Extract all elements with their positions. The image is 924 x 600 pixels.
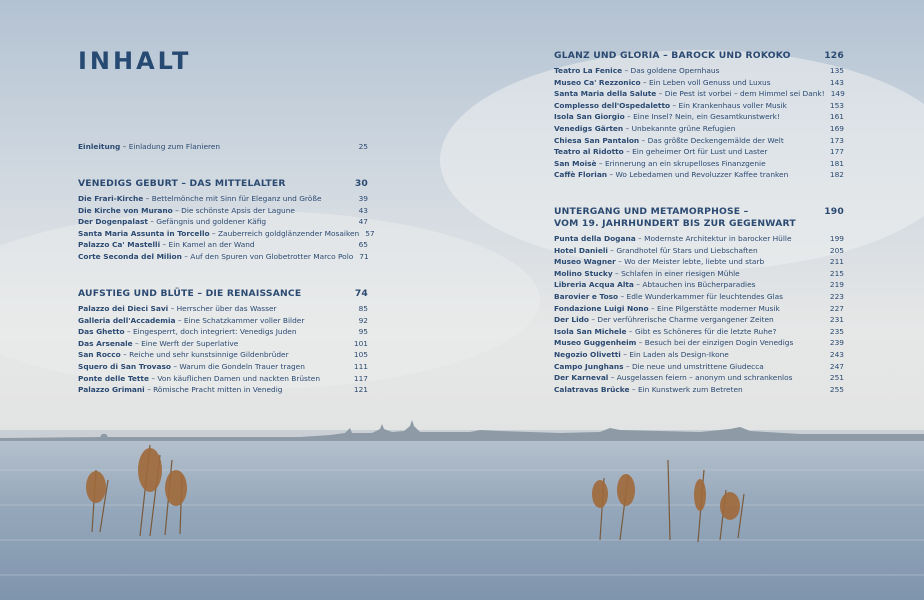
entry-page: 85 [358,304,368,313]
entry-desc: Eine Werft der Superlative [141,338,239,348]
toc-entry: Palazzo Grimani – Römische Pracht mitten in Venedig 121 [78,385,368,395]
entry-title: Museo Wagner [554,257,616,267]
entry-desc: Der verführerische Charme vergangener Zeiten [597,315,774,325]
entry-desc: Gefängnis und goldener Käfig [156,217,267,227]
entry-desc: Eingesperrt, doch integriert: Venedigs Juden [132,327,297,337]
entry-page: 219 [829,280,844,290]
toc-entry: Die Kirche von Murano – Die schönste Apsis der Lagune 43 [78,205,368,215]
entry-page: 135 [829,66,844,75]
entry-title: Der Dogenpalast [78,217,148,227]
entry-title: Die Frari-Kirche [78,194,144,203]
section-heading-line: VOM 19. JAHRHUNDERT BIS ZUR GEGENWART [554,218,796,229]
entry-page: 47 [358,217,368,227]
entry-title: Campo Junghans [554,361,624,371]
entry-title: Molino Stucky [554,268,613,278]
section-heading [554,50,844,62]
entry-desc: Ein Krankenhaus voller Musik [678,100,787,110]
entry-page: 177 [829,147,844,157]
entry-title: Palazzo Ca' Mastelli [78,240,161,250]
toc-entry: Galleria dell'Accademia – Eine Schatzkammer voller Bilder 92 [78,315,368,325]
entry-desc: Ein Kamel an der Wand [168,240,255,250]
toc-entry: Campo Junghans – Die neue und umstrittene Giudecca 247 [554,361,844,371]
section-heading-text [554,50,791,62]
entry-page: 182 [829,170,844,180]
toc-entry: Museo Ca' Rezzonico – Ein Leben voll Genuss und Luxus 143 [554,77,844,87]
entry-page: 111 [353,361,368,371]
toc-entry: Museo Wagner – Wo der Meister lebte, liebte und starb 211 [554,257,844,267]
entry-page: 227 [829,303,844,313]
entry-title: Teatro al Ridotto [554,147,624,157]
entry-title: Museo Ca' Rezzonico [554,77,641,87]
toc-entry: Chiesa San Pantalon – Das größte Deckengemälde der Welt 173 [554,135,844,145]
section-heading-line: UNTERGANG UND METAMORPHOSE – [554,206,749,217]
entry-desc: Eine Pilgerstätte moderner Musik [657,303,780,313]
toc-entry: San Rocco – Reiche und sehr kunstsinnige Gildenbrüder 105 [78,350,368,360]
entry-title: Palazzo Grimani [78,385,145,395]
toc-entry: Calatravas Brücke – Ein Kunstwerk zum Betreten 255 [554,384,844,394]
entry-desc: Das goldene Opernhaus [630,66,720,75]
entry-desc: Auf den Spuren von Globetrotter Marco Polo [190,251,354,261]
entry-title: Galleria dell'Accademia [78,315,176,325]
toc-entry: Punta della Dogana – Modernste Architektur in barocker Hülle 199 [554,234,844,243]
toc-entry: Barovier e Toso – Edle Wunderkammer für leuchtendes Glas 223 [554,291,844,301]
entry-desc: Abtauchen ins Bücherparadies [642,280,756,290]
section-heading [78,178,368,190]
entry-desc: Einladung zum Flanieren [128,142,221,151]
entry-desc: Eine Schatzkammer voller Bilder [183,315,305,325]
entry-page: 169 [829,123,844,133]
entry-page: 117 [353,373,368,383]
entry-title: Isola San Michele [554,326,627,336]
entry-title: Einleitung [78,142,121,151]
toc-entry: Der Dogenpalast – Gefängnis und goldener Käfig 47 [78,217,368,227]
entry-page: 205 [829,245,844,255]
entry-page: 43 [358,205,368,215]
entry-page: 105 [353,350,368,360]
entry-page: 211 [829,257,844,267]
entry-desc: Ausgelassen feiern – anonym und schrankenlos [616,373,793,383]
toc-entry: Squero di San Trovaso – Warum die Gondeln Trauer tragen 111 [78,361,368,371]
entry-title: San Moisè [554,158,597,168]
entry-title: San Rocco [78,350,121,360]
entry-title: Das Arsenale [78,338,133,348]
entry-desc: Erinnerung an ein skrupelloses Finanzgenie [604,158,766,168]
toc-entry: Caffè Florian – Wo Lebedamen und Revoluzzer Kaffee tranken 182 [554,170,844,180]
entry-page: 255 [829,384,844,394]
entry-title: Ponte delle Tette [78,373,149,383]
toc-entry: Teatro al Ridotto – Ein geheimer Ort für Lust und Laster 177 [554,147,844,157]
entry-desc: Schlafen in einer riesigen Mühle [621,268,740,278]
entry-title: Punta della Dogana [554,234,636,243]
toc-entry: Complesso dell'Ospedaletto – Ein Krankenhaus voller Musik 153 [554,100,844,110]
section-heading-line: VENEDIGS GEBURT – DAS MITTELALTER [78,178,286,189]
entry-page: 149 [830,89,845,99]
toc-entry: Ponte delle Tette – Von käuflichen Damen und nackten Brüsten 117 [78,373,368,383]
entry-title: Die Kirche von Murano [78,205,173,215]
entry-desc: Reiche und sehr kunstsinnige Gildenbrüder [129,350,289,360]
toc-section [554,50,844,181]
toc-entry: Museo Guggenheim – Besuch bei der einzigen Dogin Venedigs 239 [554,338,844,348]
entry-desc: Ein Kunstwerk zum Betreten [637,384,743,394]
entry-desc: Wo Lebedamen und Revoluzzer Kaffee tranken [615,170,789,180]
entry-title: Caffè Florian [554,170,608,180]
section-page: 30 [354,178,368,189]
entry-page: 121 [353,385,368,395]
entry-page: 25 [358,142,368,151]
section-entries [554,233,844,395]
entry-page: 101 [353,338,368,348]
entry-title: Calatravas Brücke [554,384,630,394]
entry-title: Teatro La Fenice [554,66,623,75]
entry-desc: Ein Laden als Design-Ikone [629,349,729,359]
entry-desc: Römische Pracht mitten in Venedig [153,385,283,395]
toc-section [78,178,375,263]
toc-entry: Negozio Olivetti – Ein Laden als Design-Ikone 243 [554,349,844,359]
toc-entry: Molino Stucky – Schlafen in einer riesigen Mühle 215 [554,268,844,278]
entry-page: 57 [365,228,375,238]
entry-desc: Von käuflichen Damen und nackten Brüsten [157,373,321,383]
toc-entry: Hotel Danieli – Grandhotel für Stars und Liebschaften 205 [554,245,844,255]
entry-page: 161 [829,112,844,122]
entry-page: 95 [358,327,368,337]
toc-entry: Der Karneval – Ausgelassen feiern – anonym und schrankenlos 251 [554,373,844,383]
entry-desc: Die schönste Apsis der Lagune [181,205,295,215]
entry-title: Hotel Danieli [554,245,608,255]
toc-entry: Isola San Michele – Gibt es Schöneres für die letzte Ruhe? 235 [554,326,844,336]
entry-title: Fondazione Luigi Nono [554,303,649,313]
entry-desc: Unbekannte grüne Refugien [631,123,736,133]
toc-entry: Fondazione Luigi Nono – Eine Pilgerstätte moderner Musik 227 [554,303,844,313]
entry-title: Santa Maria Assunta in Torcello [78,228,210,238]
entry-desc: Gibt es Schöneres für die letzte Ruhe? [634,326,777,336]
entry-page: 239 [829,338,844,348]
toc-entry: Die Frari-Kirche – Bettelmönche mit Sinn für Eleganz und Größe 39 [78,194,368,203]
page-title: INHALT [78,47,192,75]
entry-desc: Herrscher über das Wasser [176,304,277,313]
entry-title: Das Ghetto [78,327,125,337]
entry-desc: Die neue und umstrittene Giudecca [631,361,764,371]
entry-desc: Besuch bei der einzigen Dogin Venedigs [644,338,794,348]
entry-page: 231 [829,315,844,325]
section-entries [78,303,368,396]
toc-entry: Das Ghetto – Eingesperrt, doch integriert: Venedigs Juden 95 [78,327,368,337]
toc-entry: San Moisè – Erinnerung an ein skrupelloses Finanzgenie 181 [554,158,844,168]
entry-desc: Modernste Architektur in barocker Hülle [644,234,792,243]
section-entries [554,65,844,181]
entry-desc: Grandhotel für Stars und Liebschaften [616,245,758,255]
section-heading-line: GLANZ UND GLORIA – BAROCK UND ROKOKO [554,50,791,61]
section-heading [554,206,844,230]
entry-page: 71 [359,251,369,261]
entry-desc: Ein geheimer Ort für Lust und Laster [632,147,768,157]
section-page: 190 [824,206,844,217]
entry-page: 181 [829,158,844,168]
section-heading [78,288,368,300]
entry-title: Complesso dell'Ospedaletto [554,100,671,110]
toc-entry: Palazzo Ca' Mastelli – Ein Kamel an der Wand 65 [78,240,368,250]
entry-desc: Zauberreich goldglänzender Mosaiken [217,228,360,238]
toc-intro-entry: Einleitung – Einladung zum Flanieren 25 [78,142,368,151]
entry-title: Der Karneval [554,373,609,383]
toc-entry: Teatro La Fenice – Das goldene Opernhaus 135 [554,66,844,75]
toc-entry: Libreria Acqua Alta – Abtauchen ins Bücherparadies 219 [554,280,844,290]
section-page: 126 [824,50,844,61]
toc-entry: Santa Maria della Salute – Die Pest ist vorbei – dem Himmel sei Dank! 149 [554,89,845,99]
section-page: 74 [354,288,368,299]
toc-entry: Palazzo dei Dieci Savi – Herrscher über das Wasser 85 [78,304,368,313]
entry-page: 92 [358,315,368,325]
entry-desc: Eine Insel? Nein, ein Gesamtkunstwerk! [633,112,780,122]
entry-page: 215 [829,268,844,278]
toc-entry: Santa Maria Assunta in Torcello – Zauberreich goldglänzender Mosaiken 57 [78,228,375,238]
entry-desc: Bettelmönche mit Sinn für Eleganz und Größe [151,194,322,203]
entry-title: Libreria Acqua Alta [554,280,634,290]
entry-title: Santa Maria della Salute [554,89,657,99]
toc-entry: Venedigs Gärten – Unbekannte grüne Refugien 169 [554,123,844,133]
entry-title: Negozio Olivetti [554,349,621,359]
entry-page: 173 [829,135,844,145]
entry-desc: Warum die Gondeln Trauer tragen [179,361,305,371]
entry-desc: Edle Wunderkammer für leuchtendes Glas [626,291,783,301]
entry-title: Der Lido [554,315,589,325]
entry-page: 199 [829,234,844,243]
entry-page: 143 [829,77,844,87]
toc-section [78,288,368,396]
toc-section [554,206,844,395]
toc-entry: Der Lido – Der verführerische Charme vergangener Zeiten 231 [554,315,844,325]
section-heading-text [554,206,796,230]
entry-page: 153 [829,100,844,110]
entry-title: Barovier e Toso [554,291,619,301]
section-heading-text [78,288,301,300]
entry-title: Museo Guggenheim [554,338,637,348]
entry-title: Squero di San Trovaso [78,361,171,371]
entry-title: Palazzo dei Dieci Savi [78,304,169,313]
section-heading-line: AUFSTIEG UND BLÜTE – DIE RENAISSANCE [78,288,302,299]
entry-title: Isola San Giorgio [554,112,625,122]
entry-page: 39 [358,194,368,203]
section-heading-text [78,178,286,190]
entry-page: 223 [829,291,844,301]
entry-page: 235 [829,326,844,336]
toc-entry: Corte Seconda del Milion – Auf den Spuren von Globetrotter Marco Polo 71 [78,251,369,261]
entry-title: Chiesa San Pantalon [554,135,640,145]
entry-title: Venedigs Gärten [554,123,624,133]
entry-title: Corte Seconda del Milion [78,251,182,261]
entry-desc: Das größte Deckengemälde der Welt [647,135,784,145]
entry-page: 243 [829,349,844,359]
section-entries [78,193,375,263]
entry-page: 247 [829,361,844,371]
entry-page: 65 [358,240,368,250]
toc-entry: Isola San Giorgio – Eine Insel? Nein, ein Gesamtkunstwerk! 161 [554,112,844,122]
entry-desc: Die Pest ist vorbei – dem Himmel sei Dank! [664,89,825,99]
entry-desc: Ein Leben voll Genuss und Luxus [648,77,771,87]
entry-page: 251 [829,373,844,383]
toc-entry: Das Arsenale – Eine Werft der Superlative 101 [78,338,368,348]
entry-desc: Wo der Meister lebte, liebte und starb [624,257,765,267]
